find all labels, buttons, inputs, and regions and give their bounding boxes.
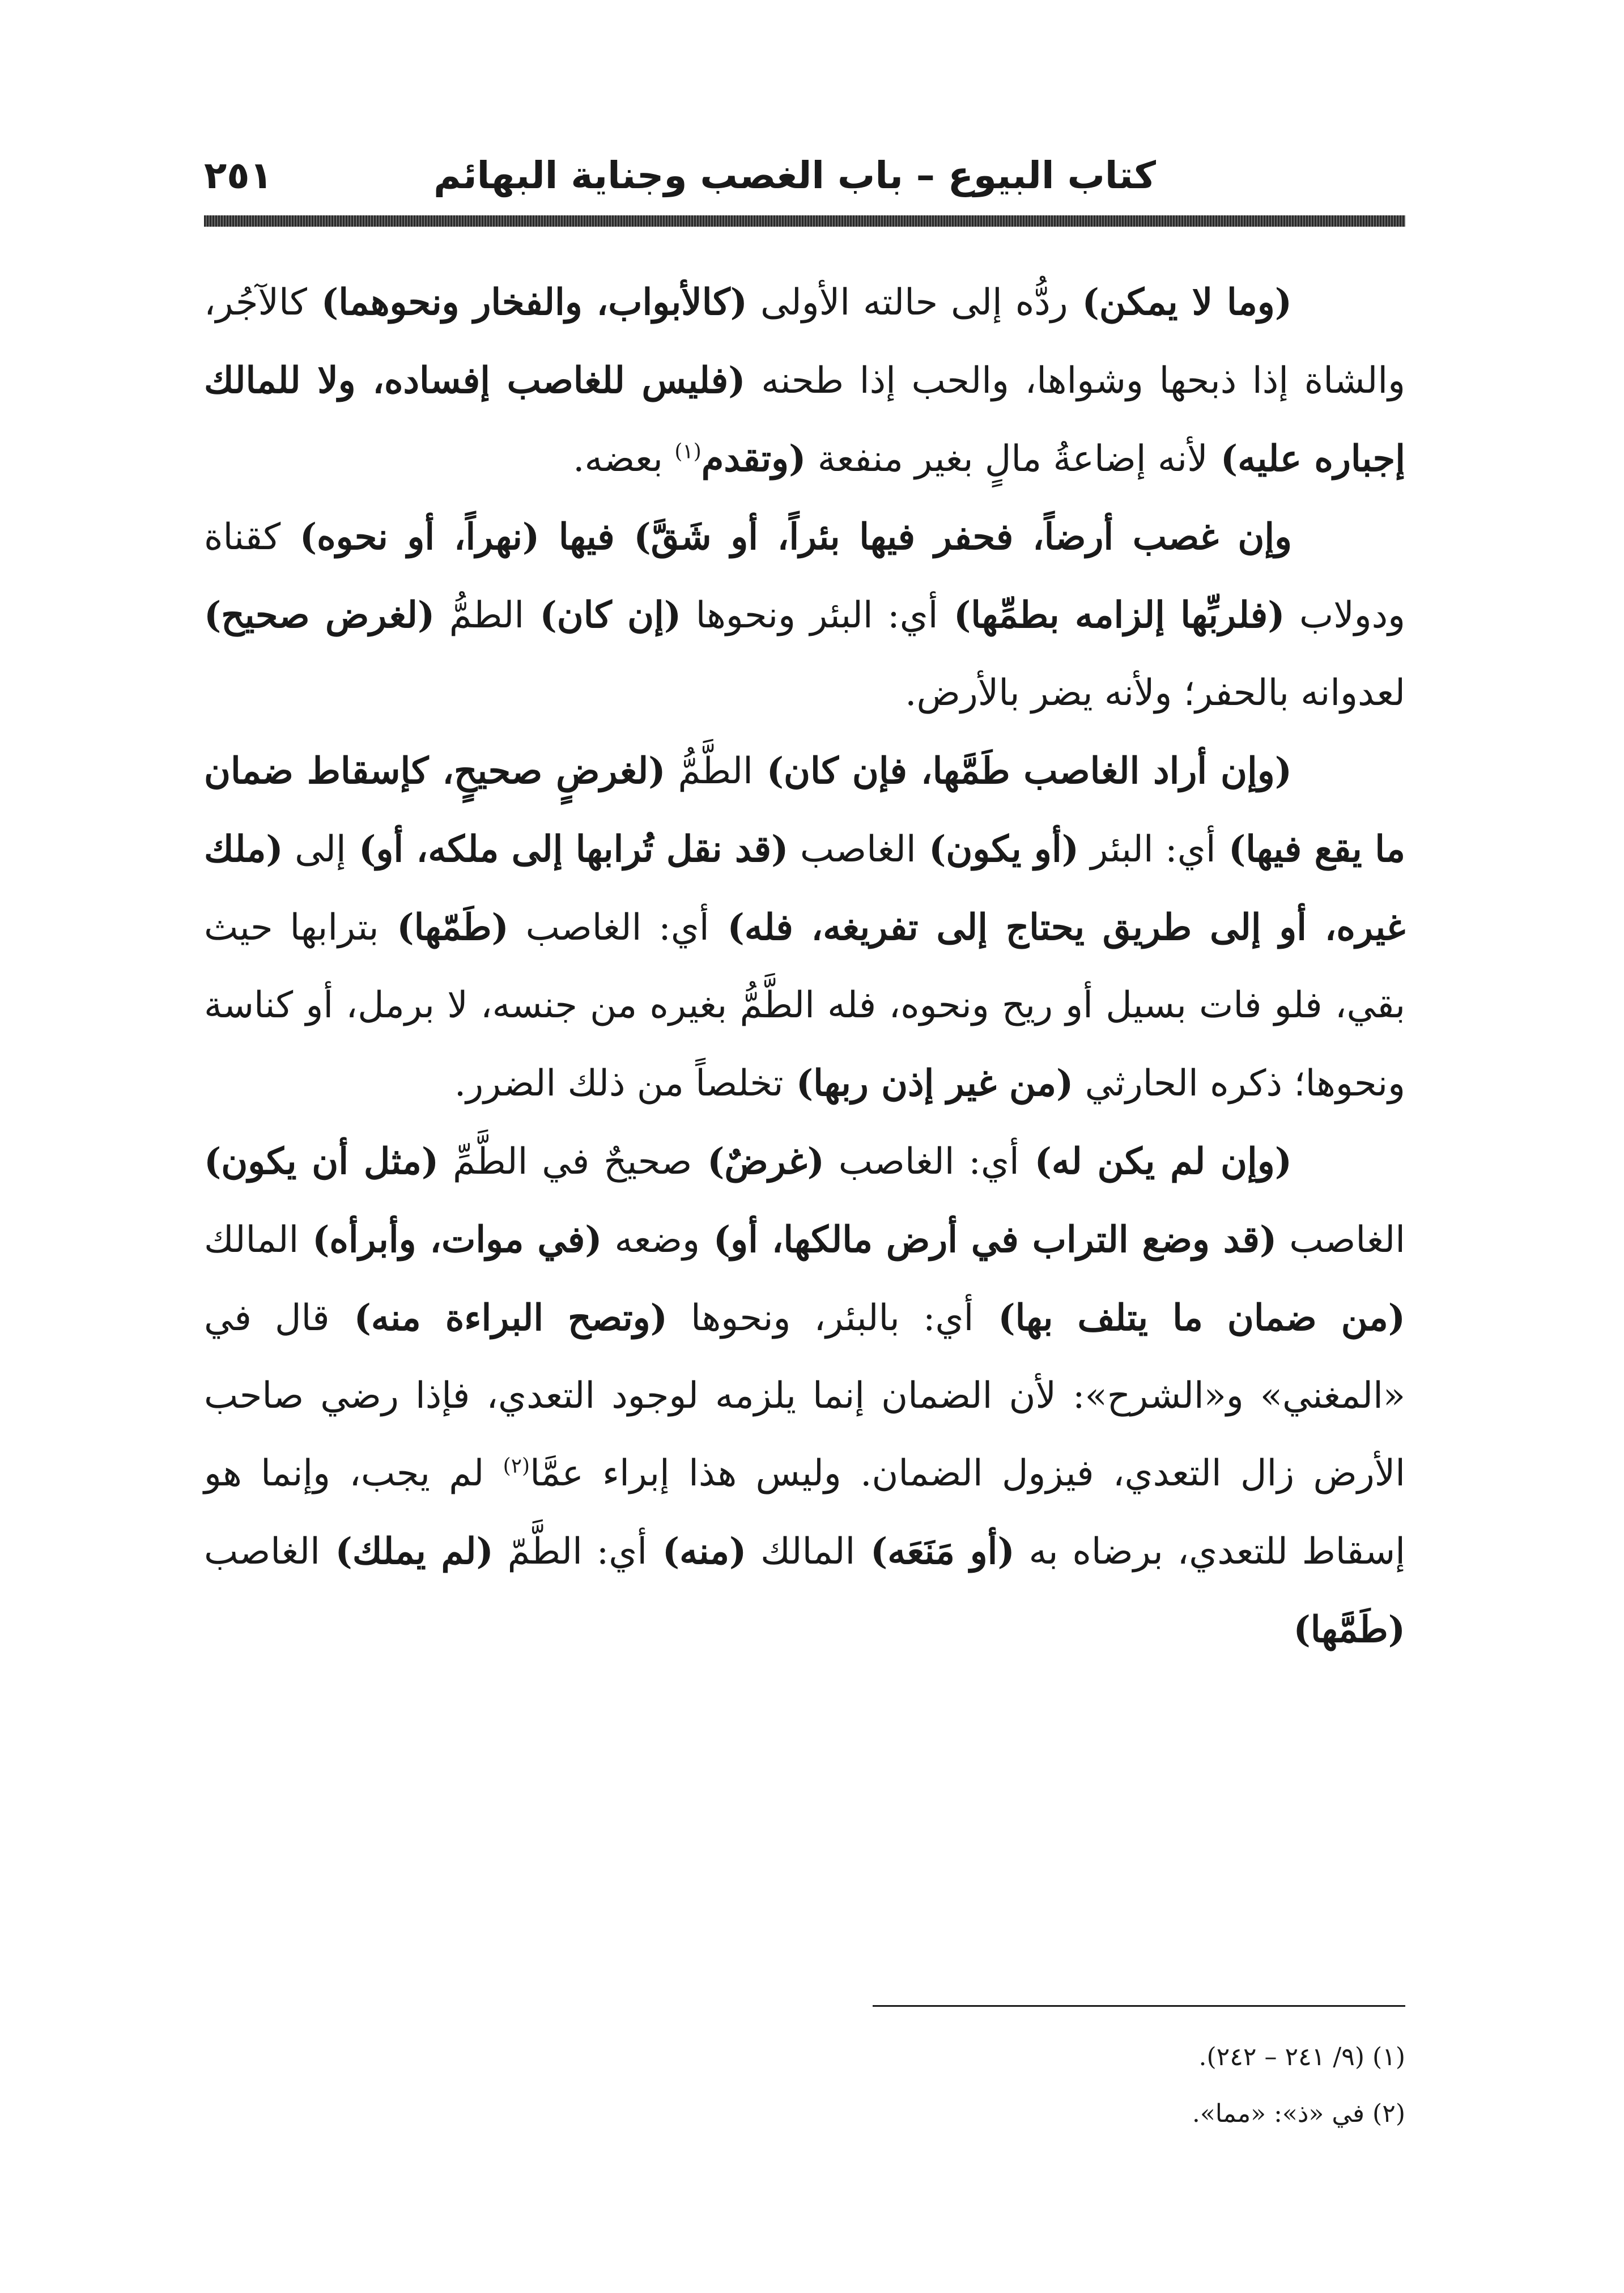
- sharh-text: بعضه.: [573, 438, 675, 480]
- sharh-text: تخلصاً من ذلك الضرر.: [454, 1063, 784, 1105]
- sharh-text: الغاصب: [204, 1531, 320, 1573]
- paragraph: [204, 732, 1405, 1123]
- sharh-text: لم يجب، وإنما هو إسقاط للتعدي، برضاه به: [204, 1453, 1406, 1573]
- sharh-text: ردُّه إلى حالته الأولى: [747, 282, 1068, 324]
- matn-text: (قد نقل تُرابها إلى ملكه، أو): [346, 828, 789, 871]
- sharh-text: الطمُّ: [435, 595, 525, 636]
- matn-text: (من ضمان ما يتلف بها): [973, 1297, 1406, 1339]
- sharh-text: كقناة ودولاب: [204, 516, 1406, 636]
- matn-text: (قد وضع التراب في أرض مالكها، أو): [699, 1218, 1277, 1261]
- matn-text: (غرضٌ): [692, 1140, 824, 1183]
- footnote-marker: (٢): [503, 1454, 530, 1478]
- running-header-title: كتاب البيوع – باب الغصب وجناية البهائم: [433, 154, 1156, 197]
- matn-text: (لم يملك): [320, 1530, 494, 1573]
- sharh-text: الغاصب: [1277, 1219, 1406, 1261]
- sharh-text: الطَّمُّ: [665, 750, 753, 792]
- matn-text: (وتقدم: [701, 438, 806, 480]
- matn-text: (وما لا يمكن): [1068, 281, 1293, 324]
- sharh-text: الغاصب: [788, 829, 916, 871]
- matn-text: (أو مَنَعَه): [855, 1530, 1015, 1573]
- matn-text: (طَمّها): [379, 906, 509, 949]
- sharh-text: أي: بالبئر، ونحوها: [667, 1297, 974, 1339]
- sharh-text: لعدوانه بالحفر؛ ولأنه يضر بالأرض.: [905, 672, 1405, 714]
- paragraph: [204, 498, 1405, 732]
- matn-text: (من غير إذن ربها): [783, 1062, 1074, 1105]
- footnotes: [204, 2029, 1405, 2142]
- matn-text: (ملك غيره، أو إلى طريق يحتاج إلى تفريغه، فله): [204, 828, 1406, 949]
- sharh-text: صحيحٌ في الطَّمِّ: [439, 1141, 692, 1183]
- sharh-text: كالآجُر، والشاة إذا ذبحها وشواها، والحب إذا طحنه: [204, 282, 1406, 402]
- sharh-text: أي: الطَّمّ: [493, 1531, 648, 1573]
- matn-text: (لغرض صحيح): [204, 594, 435, 636]
- paragraph: [204, 1123, 1405, 1669]
- paragraph: [204, 264, 1405, 498]
- sharh-text: أي: البئر: [1079, 829, 1216, 871]
- matn-text: (لغرضٍ صحيحٍ، كإسقاط ضمان ما يقع فيها): [204, 750, 1406, 871]
- matn-text: (فلربِّها إلزامه بطمِّها): [938, 594, 1285, 636]
- matn-text: (فليس للغاصب إفساده، ولا للمالك إجباره عليه): [204, 359, 1405, 480]
- footnote-separator: [873, 2005, 1405, 2007]
- matn-text: (طَمَّها): [1293, 1608, 1405, 1651]
- matn-text: (مثل أن يكون): [204, 1140, 439, 1183]
- sharh-text: أي: الغاصب: [508, 907, 709, 949]
- matn-text: (وتصح البراءة منه): [329, 1297, 668, 1339]
- header-rule: [204, 215, 1405, 227]
- sharh-text: أي: البئر ونحوها: [681, 595, 938, 636]
- footnote-2: (٢) في «ذ»: «مما».: [1192, 2099, 1405, 2128]
- sharh-text: إلى: [283, 829, 346, 871]
- running-header: [204, 145, 1405, 230]
- sharh-text: المالك: [746, 1531, 856, 1573]
- sharh-text: بترابها حيث بقي، فلو فات بسيل أو ريح ونحوه، فله الطَّمُّ بغيره من جنسه، لا برمل، أو كناسة ونحوها؛ ذكره الحارثي: [204, 907, 1405, 1105]
- matn-text: (منه): [647, 1530, 747, 1573]
- sharh-text: أي: الغاصب: [824, 1141, 1019, 1183]
- matn-text: (كالأبواب، والفخار ونحوهما): [307, 281, 747, 324]
- page-number: ٢٥١: [204, 154, 273, 197]
- sharh-text: المالك: [204, 1219, 299, 1261]
- sharh-text: لأنه إضاعةُ مالٍ بغير منفعة: [806, 438, 1208, 480]
- matn-text: (إن كان): [524, 594, 682, 636]
- matn-text: (وإن أراد الغاصب طَمَّها، فإن كان): [753, 750, 1292, 792]
- footnote-marker: (١): [674, 440, 702, 464]
- sharh-text: قال في «المغني» و«الشرح»: لأن الضمان إنما يلزمه لوجود التعدي، فإذا رضي صاحب الأرض زال التعدي، فيزول الضمان. وليس هذا إبراء عمَّا: [204, 1297, 1406, 1494]
- sharh-text: وضعه: [602, 1219, 700, 1261]
- matn-text: (أو يكون): [916, 828, 1079, 871]
- matn-text: وإن غصب أرضاً، فحفر فيها بئراً، أو شَقَّ) فيها (نهراً، أو نحوه): [280, 516, 1292, 558]
- matn-text: (في موات، وأبرأه): [299, 1218, 602, 1261]
- main-text: [204, 264, 1405, 1669]
- footnote-1: (١) (٩/ ٢٤١ – ٢٤٢).: [1198, 2043, 1405, 2071]
- matn-text: (وإن لم يكن له): [1019, 1140, 1293, 1183]
